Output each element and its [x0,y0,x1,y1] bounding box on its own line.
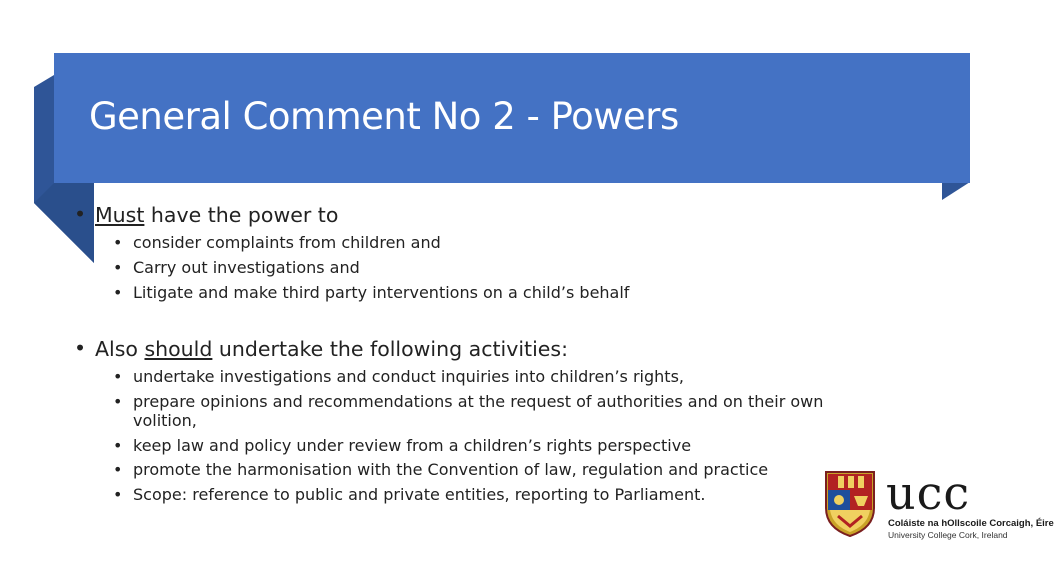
slide-title: General Comment No 2 - Powers [89,95,679,138]
emphasis-must: Must [95,203,145,227]
ucc-logo [824,466,1054,542]
ucc-irish-name: Coláiste na hOllscoile Corcaigh, Éire [888,518,1054,529]
ucc-english-name: University College Cork, Ireland [888,530,1008,540]
ucc-wordmark: ucc [886,466,971,520]
bullet-text: Must have the power to [95,203,339,227]
bullet-dot: • [74,336,87,360]
bullet-text: Also should undertake the following activities: [95,337,568,361]
slide-content: • Must have the power to • consider complaints from children and • Carry out investigations and • Litigate and make third party interventions on a child’s behalf • Also should undertake the following activities: • undertake investigations and conduct inquiries into children’s rights, • prepare opinions and recommendations at the request of authorities and on their own volition, • keep law and policy under review from a children’s rights perspective • promote the harmonisation with the Convention of law, regulation and practice • Scope: reference to public and private entities, reporting to Parliament. [74,202,824,504]
crest-icon [824,470,876,538]
bullet-dot: • [74,202,87,226]
emphasis-should: should [144,337,213,361]
